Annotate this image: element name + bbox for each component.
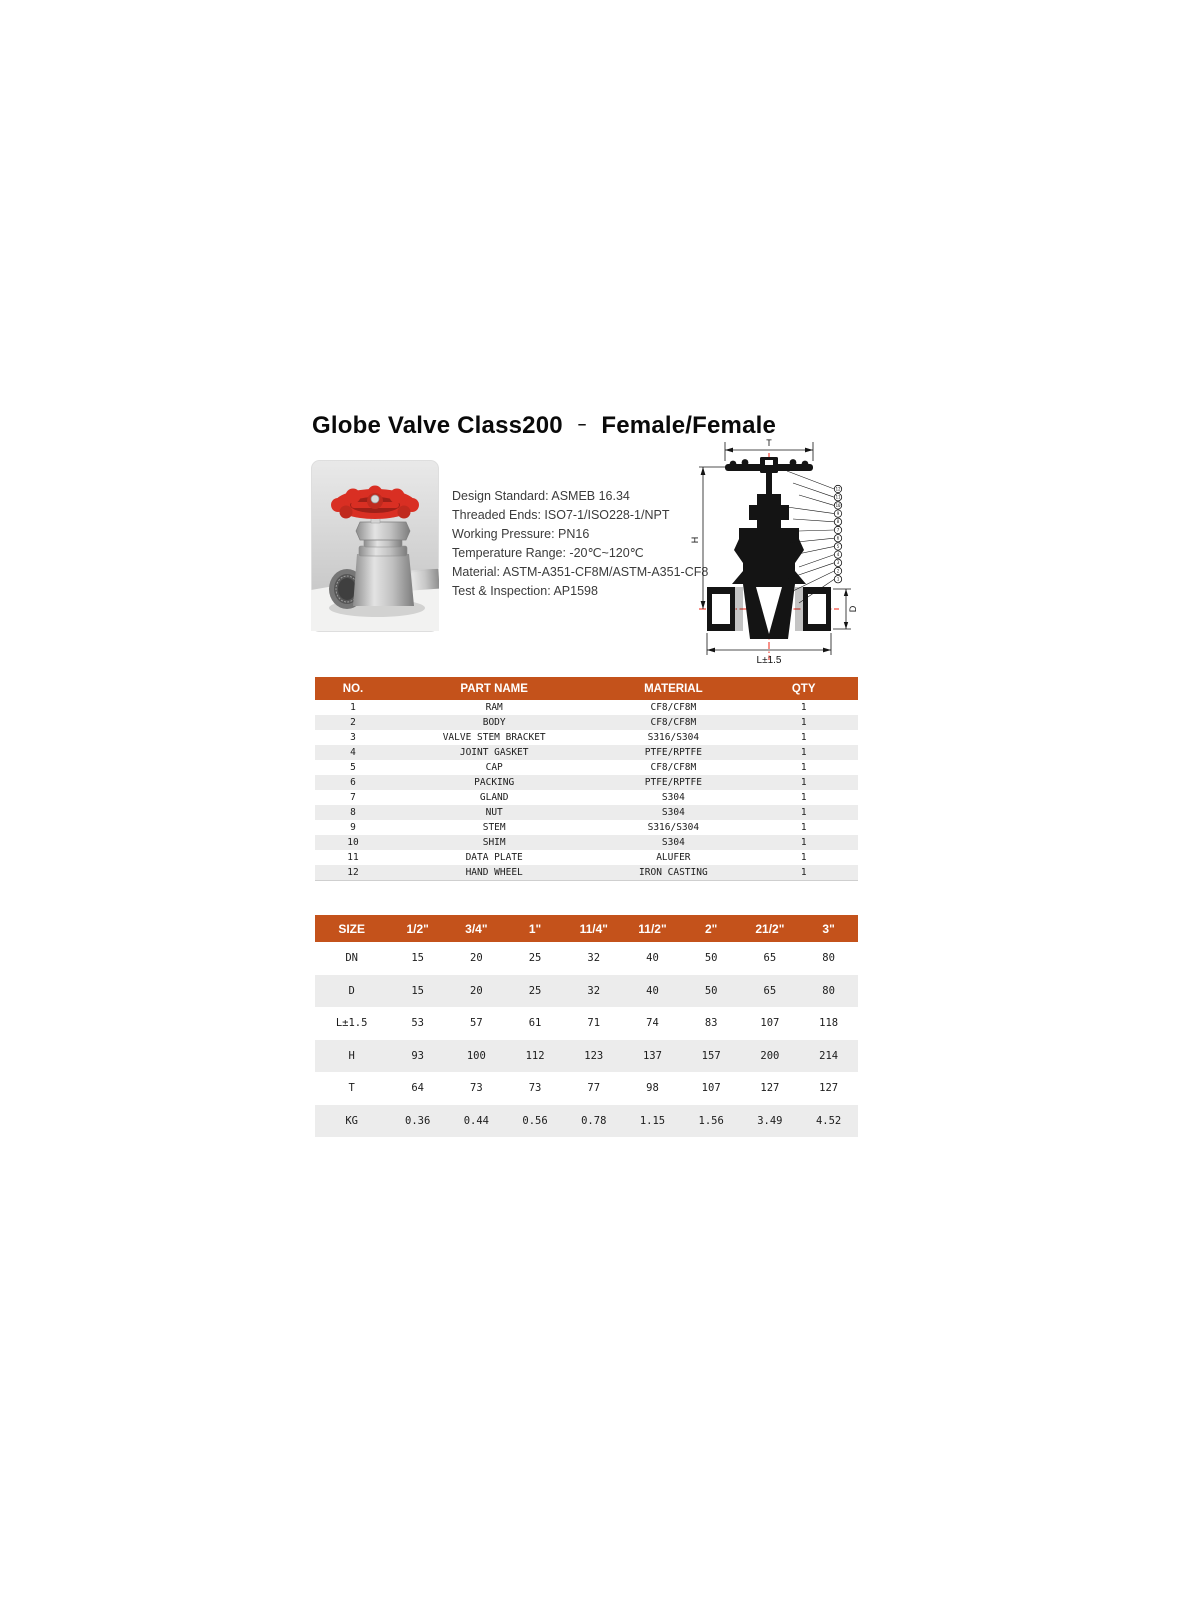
part-qty-cell: 1 [800,762,807,773]
part-name-cell: SHIM [482,837,506,848]
svg-text:5: 5 [836,543,840,549]
part-no-cell: 11 [347,852,359,863]
part-no-cell: 3 [350,732,356,743]
size-value-cell: 50 [704,984,718,997]
part-no-cell: 12 [347,866,359,878]
part-no-cell: 10 [347,837,359,848]
size-value-cell: 1.15 [639,1114,666,1127]
part-name-cell: VALVE STEM BRACKET [442,732,546,743]
parts-column-header: QTY [749,677,858,700]
spec-line: Working Pressure: PN16 [452,527,590,541]
size-value-cell: 214 [819,1049,839,1062]
part-name-cell: DATA PLATE [465,852,523,863]
dimension-l-label: L±1.5 [756,655,782,666]
parts-column-header: PART NAME [391,677,597,700]
parts-table-body [315,700,858,880]
size-column-header: 1" [506,915,565,942]
svg-text:2: 2 [836,568,840,574]
spec-line: Threaded Ends: ISO7-1/ISO228-1/NPT [452,508,670,522]
drawing-handwheel [725,457,813,473]
drawing-stem-bonnet [739,471,799,539]
part-no-cell: 8 [350,807,356,818]
size-column-header: 1/2" [388,915,447,942]
size-value-cell: 0.36 [405,1114,431,1127]
part-material-cell: S304 [661,807,685,818]
svg-text:7: 7 [836,527,840,533]
part-no-cell: 2 [350,717,356,728]
drawing-body [707,539,831,639]
part-qty-cell: 1 [800,717,807,728]
size-row-label: H [348,1049,355,1062]
size-value-cell: 200 [760,1049,780,1062]
size-value-cell: 73 [470,1082,483,1095]
size-value-cell: 157 [701,1049,721,1062]
svg-text:8: 8 [836,519,840,525]
size-value-cell: 40 [646,984,659,997]
size-value-cell: 25 [528,984,542,997]
parts-table-section [315,677,858,881]
svg-text:6: 6 [836,535,840,541]
parts-table-row [315,775,858,790]
size-value-cell: 83 [704,1017,718,1030]
part-material-cell: S316/S304 [647,822,700,833]
part-name-cell: HAND WHEEL [465,866,523,878]
size-table-row [315,1007,858,1040]
size-row-label: L±1.5 [335,1017,368,1030]
parts-table-row [315,790,858,805]
spec-list [452,487,709,601]
part-qty-cell: 1 [800,702,807,713]
size-table-row [315,942,858,975]
part-no-cell: 4 [350,747,356,758]
parts-table-row [315,745,858,760]
size-value-cell: 15 [411,952,424,965]
size-value-cell: 0.78 [581,1114,607,1127]
part-name-cell: PACKING [474,777,515,788]
part-name-cell: CAP [485,762,503,773]
size-value-cell: 1.56 [698,1114,724,1127]
part-name-cell: RAM [485,702,503,713]
part-qty-cell: 1 [800,747,807,758]
part-qty-cell: 1 [800,852,807,863]
svg-text:1: 1 [836,576,840,582]
svg-text:9: 9 [836,511,840,516]
part-name-cell: BODY [482,717,506,728]
size-row-label: KG [345,1114,358,1127]
parts-table-row [315,835,858,850]
part-material-cell: IRON CASTING [639,866,708,878]
part-material-cell: PTFE/RPTFE [644,747,702,758]
dimension-h-label: H [690,536,700,544]
part-qty-cell: 1 [800,866,807,878]
size-value-cell: 123 [584,1049,604,1062]
size-column-header: SIZE [315,915,388,942]
page-title [312,412,776,440]
parts-table-row [315,760,858,775]
size-value-cell: 80 [822,952,835,965]
svg-text:11: 11 [835,494,841,500]
size-table-row [315,975,858,1008]
part-material-cell: CF8/CF8M [650,702,697,713]
part-qty-cell: 1 [800,837,807,848]
part-material-cell: PTFE/RPTFE [644,777,702,788]
size-value-cell: 71 [587,1017,601,1030]
size-value-cell: 93 [411,1049,424,1062]
size-column-header: 2" [682,915,741,942]
part-qty-cell: 1 [800,792,807,803]
parts-table-row [315,850,858,865]
spec-line: Temperature Range: -20℃~120℃ [452,546,644,560]
size-table [315,915,858,1137]
dimension-d-label: D [848,605,858,613]
part-qty-cell: 1 [800,732,807,743]
size-value-cell: 118 [819,1017,839,1030]
parts-table-header [315,677,858,700]
size-value-cell: 107 [760,1017,780,1030]
part-qty-cell: 1 [800,807,807,818]
part-qty-cell: 1 [800,822,807,833]
size-value-cell: 25 [528,952,542,965]
parts-table-row [315,700,858,715]
svg-text:4: 4 [836,552,840,557]
size-table-row [315,1105,858,1138]
dimension-t-label: T [766,438,772,448]
size-value-cell: 20 [470,952,483,965]
technical-drawing [687,437,863,669]
parts-table-row [315,715,858,730]
size-value-cell: 137 [642,1049,662,1062]
part-no-cell: 7 [350,792,356,803]
size-column-header: 21/2" [741,915,800,942]
size-value-cell: 73 [528,1082,542,1095]
size-table-body [315,942,858,1137]
size-row-label: DN [345,952,358,965]
part-name-cell: NUT [485,807,503,818]
svg-text:12: 12 [835,486,841,492]
size-value-cell: 32 [587,984,601,997]
spec-line: Test & Inspection: AP1598 [452,584,598,598]
part-name-cell: GLAND [479,792,509,803]
svg-text:3: 3 [836,560,840,566]
svg-text:10: 10 [835,502,841,508]
parts-table-row [315,865,858,880]
size-value-cell: 65 [763,952,777,965]
part-no-cell: 1 [350,702,356,713]
size-column-header: 3/4" [447,915,506,942]
size-value-cell: 77 [587,1082,601,1095]
part-no-cell: 9 [350,822,356,833]
technical-drawing-svg [687,437,863,669]
part-material-cell: S304 [661,792,685,803]
size-value-cell: 15 [411,984,424,997]
part-material-cell: S304 [661,837,685,848]
size-value-cell: 64 [411,1082,424,1095]
size-value-cell: 57 [470,1017,483,1030]
part-material-cell: CF8/CF8M [650,762,697,773]
size-value-cell: 32 [587,952,601,965]
part-material-cell: ALUFER [656,852,691,863]
size-row-label: D [348,984,355,997]
size-value-cell: 74 [646,1017,659,1030]
size-value-cell: 107 [701,1082,721,1095]
parts-table-row [315,820,858,835]
size-column-header: 11/4" [564,915,623,942]
size-value-cell: 4.52 [815,1114,842,1127]
part-no-cell: 6 [350,777,356,788]
product-photo [311,460,439,632]
size-value-cell: 112 [525,1049,545,1062]
part-material-cell: S316/S304 [647,732,700,743]
part-material-cell: CF8/CF8M [650,717,697,728]
size-value-cell: 80 [822,984,835,997]
product-photo-image [311,460,439,632]
part-name-cell: STEM [482,822,506,833]
part-qty-cell: 1 [800,777,807,788]
size-value-cell: 50 [704,952,718,965]
size-value-cell: 0.56 [522,1114,548,1127]
page-title-main: Globe Valve Class200 [312,412,563,439]
parts-column-header: MATERIAL [597,677,749,700]
size-table-row [315,1072,858,1105]
size-value-cell: 100 [466,1049,486,1062]
page-title-dash: – [577,415,587,433]
size-value-cell: 61 [528,1017,542,1030]
size-value-cell: 65 [763,984,777,997]
size-column-header: 11/2" [623,915,682,942]
size-value-cell: 20 [470,984,483,997]
size-value-cell: 98 [646,1082,659,1095]
size-column-header: 3" [799,915,858,942]
size-table-header [315,915,858,942]
parts-table [315,677,858,881]
size-value-cell: 127 [760,1082,780,1095]
size-value-cell: 53 [411,1017,424,1030]
part-no-cell: 5 [350,762,356,773]
size-table-row [315,1040,858,1073]
size-value-cell: 3.49 [757,1114,783,1127]
parts-table-row [315,805,858,820]
size-value-cell: 127 [819,1082,839,1095]
parts-column-header: NO. [315,677,391,700]
size-value-cell: 0.44 [463,1114,489,1127]
size-table-section [315,915,858,1137]
page-title-sub: Female/Female [601,412,777,439]
part-name-cell: JOINT GASKET [459,747,529,758]
parts-table-row [315,730,858,745]
spec-line: Material: ASTM-A351-CF8M/ASTM-A351-CF8 [452,565,709,579]
spec-line: Design Standard: ASMEB 16.34 [452,489,630,503]
size-row-label: T [348,1082,355,1095]
size-value-cell: 40 [646,952,659,965]
